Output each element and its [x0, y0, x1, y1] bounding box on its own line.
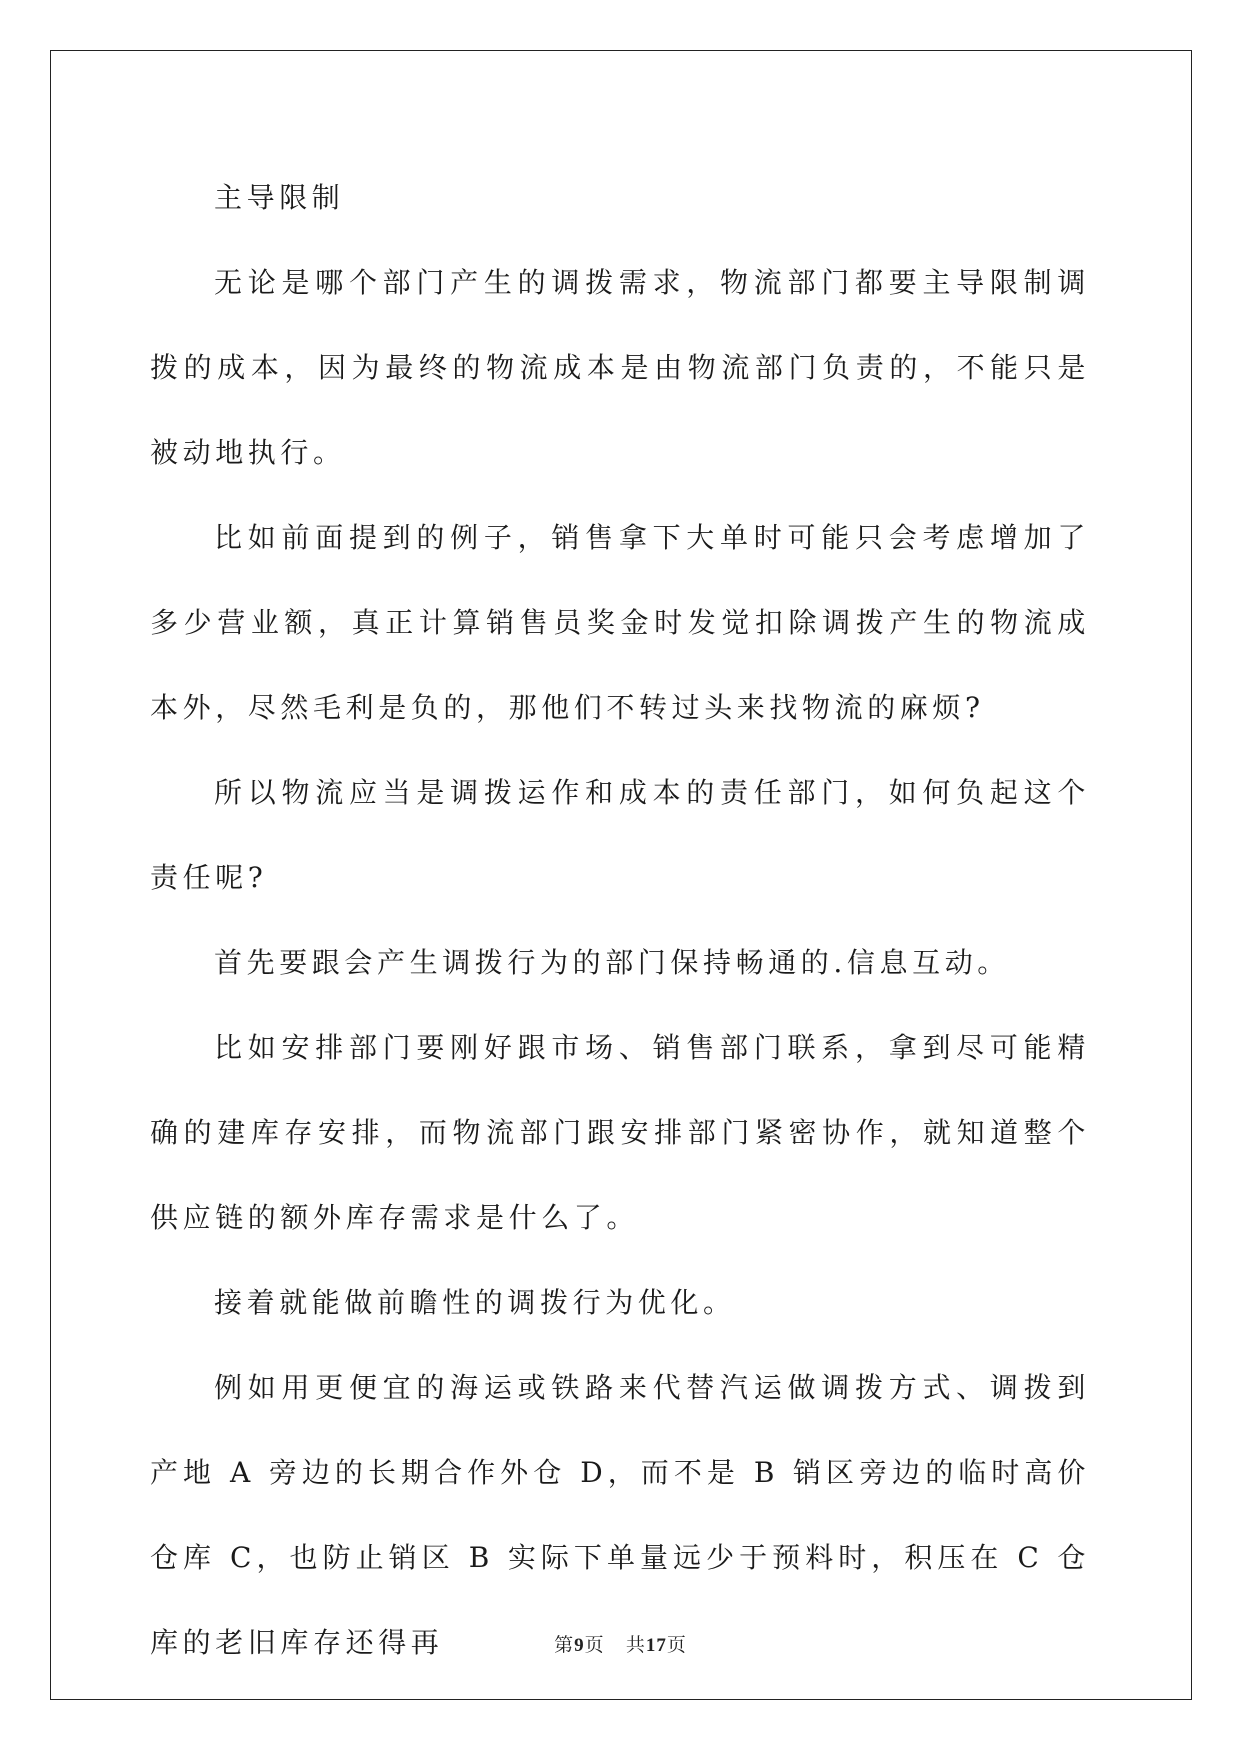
footer-page-suffix: 页	[584, 1634, 605, 1656]
paragraph: 主导限制	[214, 181, 345, 214]
total-pages: 17	[645, 1635, 667, 1656]
paragraph: 首先要跟会产生调拨行为的部门保持畅通的.信息互动。	[214, 946, 1010, 979]
paragraph: 比如前面提到的例子，销售拿下大单时可能只会考虑增加了多少营业额，真正计算销售员奖金时发觉扣除调拨产生的物流成本外，尽然毛利是负的，那他们不转过头来找物流的麻烦?	[150, 521, 1090, 724]
paragraph: 无论是哪个部门产生的调拨需求，物流部门都要主导限制调拨的成本，因为最终的物流成本是由物流部门负责的，不能只是被动地执行。	[150, 266, 1090, 469]
paragraph: 例如用更便宜的海运或铁路来代替汽运做调拨方式、调拨到产地 A 旁边的长期合作外仓 D，而不是 B 销区旁边的临时高价仓库 C，也防止销区 B 实际下单量远少于预料时，积压在 C 仓库的老旧库存还得再	[150, 1371, 1090, 1659]
page-number: 9	[574, 1635, 585, 1656]
paragraph: 比如安排部门要刚好跟市场、销售部门联系，拿到尽可能精确的建库存安排，而物流部门跟安排部门紧密协作，就知道整个供应链的额外库存需求是什么了。	[150, 1031, 1090, 1234]
footer-total-suffix: 页	[666, 1634, 687, 1656]
footer-prefix: 第	[554, 1634, 575, 1656]
paragraph: 所以物流应当是调拨运作和成本的责任部门，如何负起这个责任呢?	[150, 776, 1090, 894]
document-body	[150, 155, 1090, 1685]
page-footer	[0, 1630, 1241, 1657]
footer-total-prefix: 共	[625, 1634, 646, 1656]
paragraph: 接着就能做前瞻性的调拨行为优化。	[214, 1286, 736, 1319]
